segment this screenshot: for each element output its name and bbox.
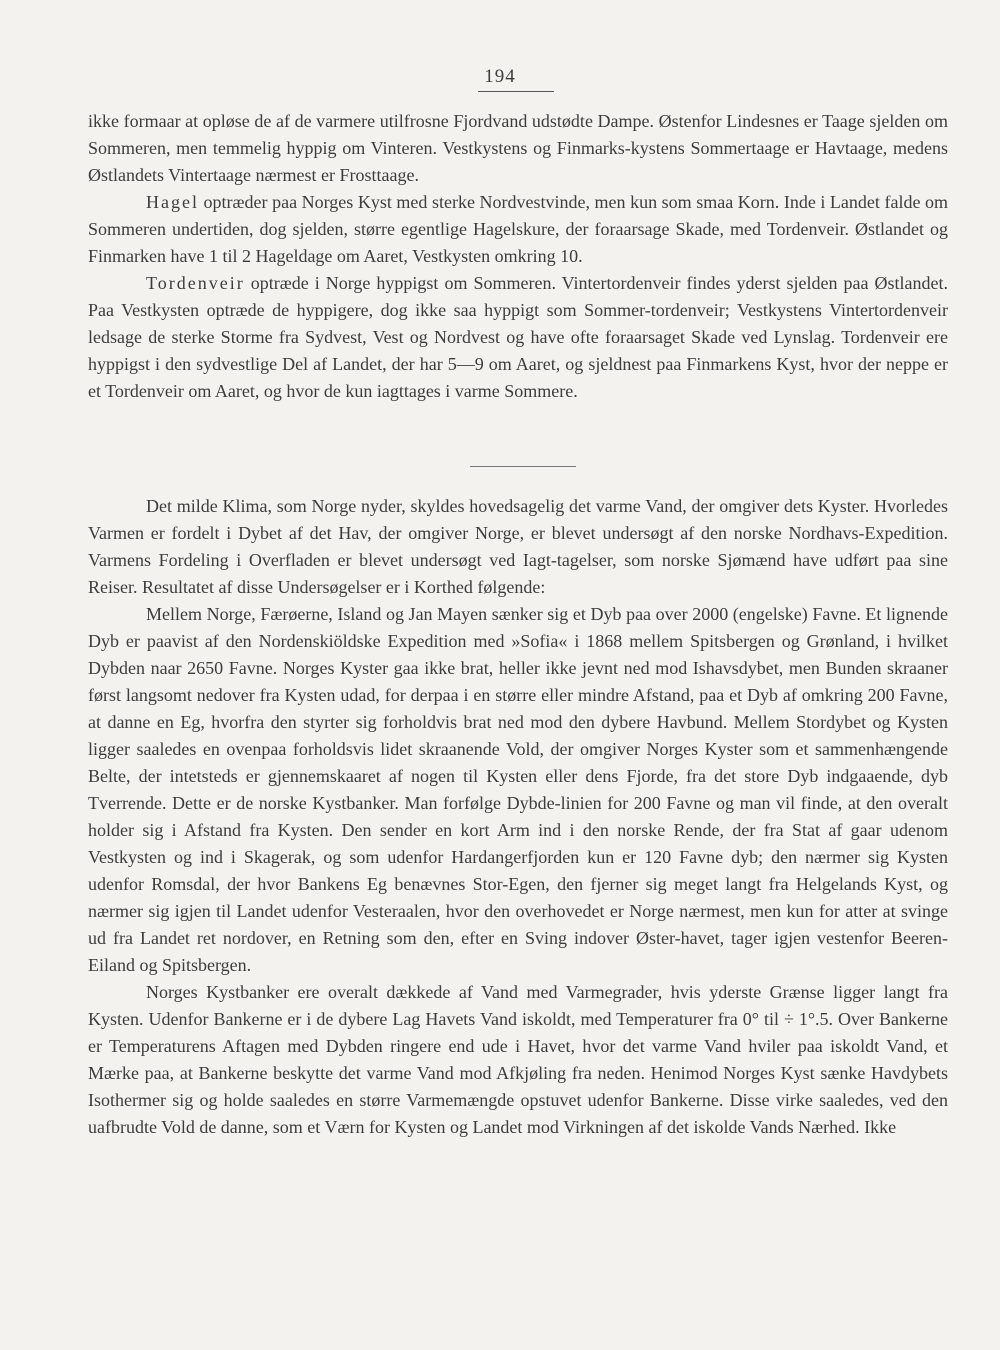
section-divider — [470, 466, 576, 467]
paragraph-ocean-depth: Mellem Norge, Færøerne, Island og Jan Mayen sænker sig et Dyb paa over 2000 (engelske) Favne. Et lignende Dyb er paavist af den Nordenskiöldske Expedition med »Sofia« i 1868 mellem Spitsbergen og Grønland, i hvilket Dybden naar 2650 Favne. Norges Kyster gaa ikke brat, heller ikke jevnt ned mod Ishavsdybet, men Bunden skraaner først langsomt nedover fra Kysten udad, for derpaa i en større eller mindre Afstand, paa et Dyb af omkring 200 Favne, at danne en Eg, hvorfra den styrter sig forholdvis brat ned mod den dybere Havbund. Mellem Stordybet og Kysten ligger saaledes en ovenpaa forholdsvis lidet skraanende Vold, der omgiver Norges Kyster som et sammenhængende Belte, der intetsteds er gjennemskaaret af nogen til Kysten eller dens Fjorde, fra det store Dyb indgaaende, dyb Tverrende. Dette er de norske Kystbanker. Man forfølge Dybde-linien for 200 Favne og man vil finde, at den overalt holder sig i Afstand fra Kysten. Den sender en kort Arm ind i den norske Rende, der fra Stat af gaar udenom Vestkysten og ind i Skagerak, og som udenfor Hardangerfjorden kun er 120 Favne dyb; den nærmer sig Kysten udenfor Romsdal, der hvor Bankens Eg benævnes Stor-Egen, den fjerner sig meget langt fra Helgelands Kyst, og nærmer sig igjen til Landet udenfor Vesteraalen, hvor den overhovedet er Norge nærmest, men kun for atter at svinge ud fra Landet ret nordover, en Retning som den, efter en Sving indover Øster-havet, tager igjen vestenfor Beeren-Eiland og Spitsbergen. — [88, 604, 948, 975]
paragraph-hail — [88, 189, 948, 270]
term-hagel: Hagel — [146, 192, 199, 212]
paragraph-thunderstorm — [88, 270, 948, 405]
section-ocean-temperature — [88, 493, 948, 1141]
section-weather-phenomena — [88, 108, 948, 405]
paragraph-hail-body: optræder paa Norges Kyst med sterke Nordvestvinde, men kun som smaa Korn. Inde i Landet falde om Sommeren undertiden, dog sjelden, større egentlige Hagelskure, der foraarsage Skade, med Tordenveir. Østlandet og Finmarken have 1 til 2 Hageldage om Aaret, Vestkysten omkring 10. — [88, 192, 948, 266]
paragraph-climate-intro: Det milde Klima, som Norge nyder, skyldes hovedsagelig det varme Vand, der omgiver dets Kyster. Hvorledes Varmen er fordelt i Dybet af det Hav, der omgiver Norge, er blevet undersøgt af den norske Nordhavs-Expedition. Varmens Fordeling i Overfladen er blevet undersøgt ved Iagt-tagelser, som norske Sjømænd have udført paa sine Reiser. Resultatet af disse Undersøgelser er i Korthed følgende: — [88, 496, 948, 597]
paragraph-thunderstorm-body: optræde i Norge hyppigst om Sommeren. Vintertordenveir findes yderst sjelden paa Østlandet. Paa Vestkysten optræde de hyppigere, dog ikke saa hyppigt som Sommer-tordenveir; Vestkystens Vintertordenveir ledsage de sterke Storme fra Sydvest, Vest og Nordvest og have ofte foraarsaget Skade ved Lynslag. Tordenveir ere hyppigst i den sydvestlige Del af Landet, der har 5—9 om Aaret, og sjeldnest paa Finmarkens Kyst, hvor der neppe er et Tordenveir om Aaret, og hvor de kun iagttages i varme Sommere. — [88, 273, 948, 401]
page-number-rule — [478, 91, 554, 92]
page-number: 194 — [484, 66, 516, 87]
paragraph-fog: ikke formaar at opløse de af de varmere utilfrosne Fjordvand udstødte Dampe. Østenfor Lindesnes er Taage sjelden om Sommeren, men temmelig hyppig om Vinteren. Vestkystens og Finmarks-kystens Sommertaage er Havtaage, medens Østlandets Vintertaage nærmest er Frosttaage. — [88, 111, 948, 185]
paragraph-coastal-banks: Norges Kystbanker ere overalt dækkede af Vand med Varmegrader, hvis yderste Grænse ligger langt fra Kysten. Udenfor Bankerne er i de dybere Lag Havets Vand iskoldt, med Temperaturer fra 0° til ÷ 1°.5. Over Bankerne er Temperaturens Aftagen med Dybden ringere end ude i Havet, hvor det varme Vand hviler paa iskoldt Vand, et Mærke paa, at Bankerne beskytte det varme Vand mod Afkjøling fra neden. Henimod Norges Kyst sænke Havdybets Isothermer sig og holde saaledes en større Varmemængde opstuvet udenfor Bankerne. Disse virke saaledes, ved den uafbrudte Vold de danne, som et Værn for Kysten og Landet mod Virkningen af det iskolde Vands Nærhed. Ikke — [88, 982, 948, 1137]
term-tordenveir: Tordenveir — [146, 273, 245, 293]
